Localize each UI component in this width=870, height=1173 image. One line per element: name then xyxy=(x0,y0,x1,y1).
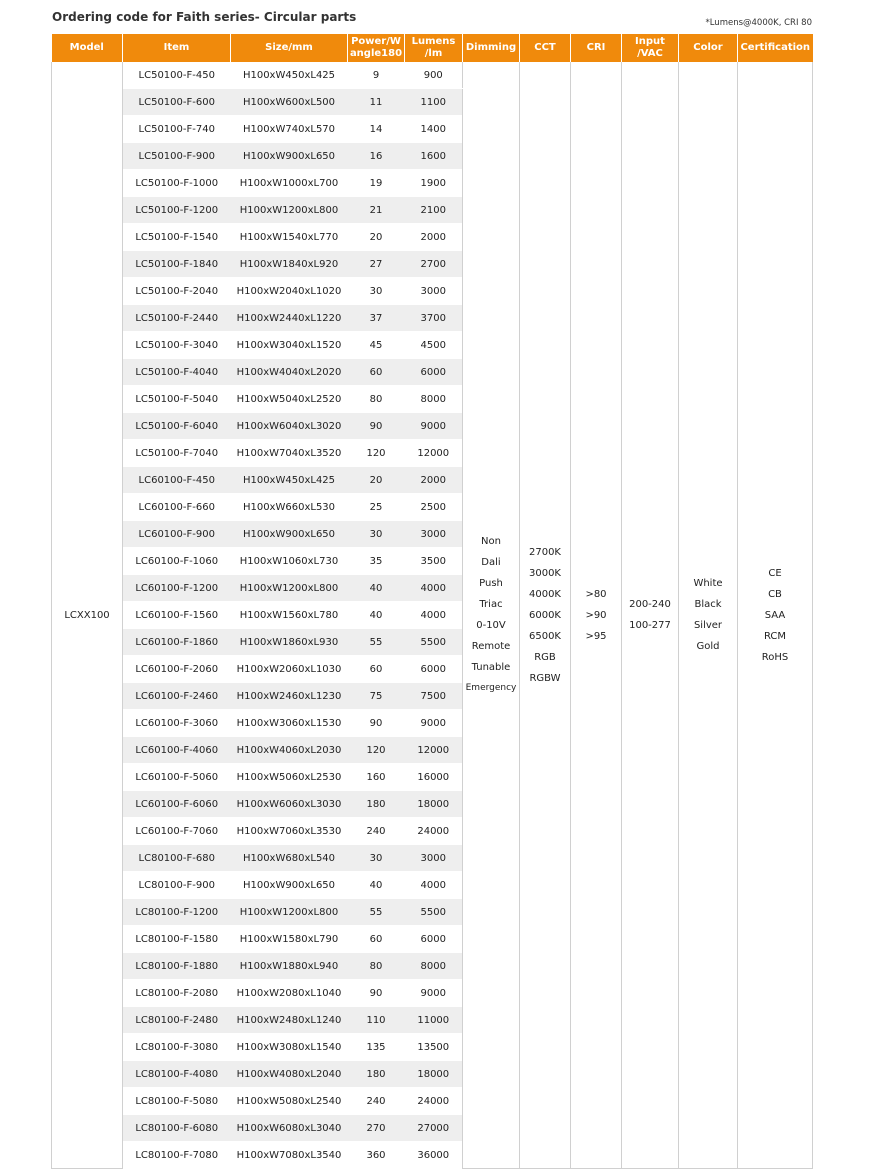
item-cell: LC50100-F-2440 xyxy=(123,305,231,332)
header-cri: CRI xyxy=(571,34,622,62)
power-cell: 30 xyxy=(348,521,405,548)
header-lumens xyxy=(405,34,463,62)
item-cell: LC60100-F-1560 xyxy=(123,602,231,629)
item-cell: LC50100-F-1000 xyxy=(123,170,231,197)
power-cell: 20 xyxy=(348,224,405,251)
size-cell: H100xW5060xL2530 xyxy=(231,764,348,791)
item-cell: LC60100-F-1200 xyxy=(123,575,231,602)
lumens-cell: 5500 xyxy=(405,629,463,656)
power-cell: 135 xyxy=(348,1034,405,1061)
lumens-cell: 8000 xyxy=(405,386,463,413)
size-cell: H100xW4060xL2030 xyxy=(231,737,348,764)
lumens-cell: 4500 xyxy=(405,332,463,359)
size-cell: H100xW1060xL730 xyxy=(231,548,348,575)
cri-cell xyxy=(571,62,622,1169)
size-cell: H100xW3040xL1520 xyxy=(231,332,348,359)
item-cell: LC60100-F-1060 xyxy=(123,548,231,575)
lumens-cell: 36000 xyxy=(405,1142,463,1169)
size-cell: H100xW740xL570 xyxy=(231,116,348,143)
item-cell: LC60100-F-3060 xyxy=(123,710,231,737)
power-cell: 30 xyxy=(348,845,405,872)
cri-cell-value: >80 xyxy=(585,588,607,600)
item-cell: LC50100-F-5040 xyxy=(123,386,231,413)
size-cell: H100xW680xL540 xyxy=(231,845,348,872)
lumens-cell: 27000 xyxy=(405,1115,463,1142)
power-cell: 120 xyxy=(348,440,405,467)
power-cell: 160 xyxy=(348,764,405,791)
size-cell: H100xW900xL650 xyxy=(231,521,348,548)
size-cell: H100xW450xL425 xyxy=(231,62,348,89)
size-cell: H100xW1200xL800 xyxy=(231,575,348,602)
dimming-cell-value: Triac xyxy=(479,599,503,610)
certification-cell xyxy=(738,62,813,1169)
size-cell: H100xW1880xL940 xyxy=(231,953,348,980)
dimming-cell-value: Tunable xyxy=(471,662,511,673)
header-row xyxy=(52,34,813,62)
size-cell: H100xW3080xL1540 xyxy=(231,1034,348,1061)
size-cell: H100xW450xL425 xyxy=(231,467,348,494)
cct-cell-value: 6000K xyxy=(528,609,561,621)
certification-cell-value: CB xyxy=(768,588,782,600)
dimming-cell-value: Push xyxy=(479,578,503,589)
item-cell: LC80100-F-7080 xyxy=(123,1142,231,1169)
lumens-cell: 1900 xyxy=(405,170,463,197)
item-cell: LC60100-F-2060 xyxy=(123,656,231,683)
dimming-cell-value: 0-10V xyxy=(476,620,506,631)
cct-cell xyxy=(520,62,571,1169)
lumens-cell: 11000 xyxy=(405,1007,463,1034)
lumens-cell: 7500 xyxy=(405,683,463,710)
lumens-cell: 24000 xyxy=(405,1088,463,1115)
dimming-cell xyxy=(463,62,520,1169)
input-cell xyxy=(622,62,679,1169)
header-color: Color xyxy=(679,34,738,62)
item-cell: LC60100-F-6060 xyxy=(123,791,231,818)
item-cell: LC60100-F-450 xyxy=(123,467,231,494)
item-cell: LC50100-F-4040 xyxy=(123,359,231,386)
item-cell: LC80100-F-4080 xyxy=(123,1061,231,1088)
header-input-line1: Input xyxy=(635,36,665,47)
header-size: Size/mm xyxy=(231,34,348,62)
cri-cell-value: >95 xyxy=(585,630,607,642)
power-cell: 90 xyxy=(348,710,405,737)
power-cell: 20 xyxy=(348,467,405,494)
model-cell: LCXX100 xyxy=(52,62,123,1169)
lumens-cell: 2000 xyxy=(405,467,463,494)
header-cct: CCT xyxy=(520,34,571,62)
item-cell: LC50100-F-600 xyxy=(123,89,231,116)
cct-cell-value: RGB xyxy=(534,651,556,663)
lumens-cell: 9000 xyxy=(405,710,463,737)
power-cell: 75 xyxy=(348,683,405,710)
item-cell: LC50100-F-900 xyxy=(123,143,231,170)
size-cell: H100xW900xL650 xyxy=(231,143,348,170)
lumens-cell: 8000 xyxy=(405,953,463,980)
power-cell: 11 xyxy=(348,89,405,116)
header-certification: Certification xyxy=(738,34,813,62)
lumens-cell: 2000 xyxy=(405,224,463,251)
certification-cell-value: SAA xyxy=(764,609,786,621)
item-cell: LC60100-F-1860 xyxy=(123,629,231,656)
item-cell: LC60100-F-7060 xyxy=(123,818,231,845)
size-cell: H100xW1540xL770 xyxy=(231,224,348,251)
size-cell: H100xW1580xL790 xyxy=(231,926,348,953)
ordering-code-table xyxy=(51,34,813,1169)
size-cell: H100xW2040xL1020 xyxy=(231,278,348,305)
lumens-cell: 3000 xyxy=(405,278,463,305)
power-cell: 60 xyxy=(348,926,405,953)
lumens-cell: 2500 xyxy=(405,494,463,521)
lumens-cell: 6000 xyxy=(405,656,463,683)
header-power-line2: angle180 xyxy=(349,48,403,59)
item-cell: LC50100-F-1200 xyxy=(123,197,231,224)
header-power xyxy=(348,34,405,62)
lumens-cell: 12000 xyxy=(405,737,463,764)
size-cell: H100xW2080xL1040 xyxy=(231,980,348,1007)
size-cell: H100xW1860xL930 xyxy=(231,629,348,656)
size-cell: H100xW2480xL1240 xyxy=(231,1007,348,1034)
item-cell: LC80100-F-6080 xyxy=(123,1115,231,1142)
item-cell: LC80100-F-3080 xyxy=(123,1034,231,1061)
header-lumens-line1: Lumens xyxy=(411,36,456,47)
table-row xyxy=(52,62,813,89)
header-model: Model xyxy=(52,34,123,62)
power-cell: 180 xyxy=(348,791,405,818)
dimming-cell-value: Emergency xyxy=(465,683,517,693)
cct-cell-value: 4000K xyxy=(528,588,561,600)
cct-cell-value: 6500K xyxy=(528,630,561,642)
size-cell: H100xW4040xL2020 xyxy=(231,359,348,386)
lumens-cell: 6000 xyxy=(405,926,463,953)
power-cell: 40 xyxy=(348,575,405,602)
lumens-cell: 4000 xyxy=(405,602,463,629)
header-lumens-line2: /lm xyxy=(424,48,443,59)
item-cell: LC80100-F-1200 xyxy=(123,899,231,926)
size-cell: H100xW2060xL1030 xyxy=(231,656,348,683)
color-cell-value: Gold xyxy=(696,641,720,652)
item-cell: LC60100-F-900 xyxy=(123,521,231,548)
item-cell: LC50100-F-6040 xyxy=(123,413,231,440)
power-cell: 90 xyxy=(348,980,405,1007)
item-cell: LC60100-F-2460 xyxy=(123,683,231,710)
item-cell: LC60100-F-5060 xyxy=(123,764,231,791)
header-dimming: Dimming xyxy=(463,34,520,62)
certification-cell-value: RoHS xyxy=(761,651,789,663)
certification-cell-value: RCM xyxy=(763,630,787,642)
power-cell: 30 xyxy=(348,278,405,305)
size-cell: H100xW6080xL3040 xyxy=(231,1115,348,1142)
item-cell: LC50100-F-7040 xyxy=(123,440,231,467)
lumens-cell: 18000 xyxy=(405,791,463,818)
lumens-cell: 24000 xyxy=(405,818,463,845)
item-cell: LC50100-F-3040 xyxy=(123,332,231,359)
size-cell: H100xW5040xL2520 xyxy=(231,386,348,413)
table-body xyxy=(52,62,813,1169)
lumens-cell: 3000 xyxy=(405,521,463,548)
header-item: Item xyxy=(123,34,231,62)
dimming-cell-value: Remote xyxy=(471,641,511,652)
item-cell: LC50100-F-1540 xyxy=(123,224,231,251)
lumens-cell: 9000 xyxy=(405,413,463,440)
power-cell: 270 xyxy=(348,1115,405,1142)
dimming-cell-value: Non xyxy=(481,536,501,547)
power-cell: 60 xyxy=(348,656,405,683)
size-cell: H100xW7040xL3520 xyxy=(231,440,348,467)
size-cell: H100xW2440xL1220 xyxy=(231,305,348,332)
lumens-cell: 9000 xyxy=(405,980,463,1007)
item-cell: LC80100-F-900 xyxy=(123,872,231,899)
cri-cell-value: >90 xyxy=(585,609,607,621)
lumens-cell: 12000 xyxy=(405,440,463,467)
power-cell: 40 xyxy=(348,602,405,629)
power-cell: 80 xyxy=(348,953,405,980)
lumens-cell: 1600 xyxy=(405,143,463,170)
power-cell: 110 xyxy=(348,1007,405,1034)
power-cell: 55 xyxy=(348,899,405,926)
power-cell: 40 xyxy=(348,872,405,899)
power-cell: 90 xyxy=(348,413,405,440)
size-cell: H100xW7080xL3540 xyxy=(231,1142,348,1169)
cct-cell-value: 3000K xyxy=(528,567,561,579)
item-cell: LC50100-F-1840 xyxy=(123,251,231,278)
lumens-cell: 6000 xyxy=(405,359,463,386)
power-cell: 360 xyxy=(348,1142,405,1169)
page-title: Ordering code for Faith series- Circular parts xyxy=(52,10,357,24)
power-cell: 240 xyxy=(348,818,405,845)
item-cell: LC80100-F-1880 xyxy=(123,953,231,980)
lumens-cell: 16000 xyxy=(405,764,463,791)
item-cell: LC60100-F-4060 xyxy=(123,737,231,764)
size-cell: H100xW660xL530 xyxy=(231,494,348,521)
item-cell: LC80100-F-2480 xyxy=(123,1007,231,1034)
item-cell: LC50100-F-740 xyxy=(123,116,231,143)
size-cell: H100xW4080xL2040 xyxy=(231,1061,348,1088)
item-cell: LC80100-F-680 xyxy=(123,845,231,872)
lumens-cell: 2700 xyxy=(405,251,463,278)
size-cell: H100xW900xL650 xyxy=(231,872,348,899)
cct-cell-value: 2700K xyxy=(528,546,561,558)
lumens-cell: 5500 xyxy=(405,899,463,926)
input-cell-value: 100-277 xyxy=(629,620,671,631)
power-cell: 9 xyxy=(348,62,405,89)
size-cell: H100xW2460xL1230 xyxy=(231,683,348,710)
size-cell: H100xW600xL500 xyxy=(231,89,348,116)
lumens-cell: 3500 xyxy=(405,548,463,575)
cct-cell-value: RGBW xyxy=(529,672,561,684)
power-cell: 240 xyxy=(348,1088,405,1115)
certification-cell-value: CE xyxy=(768,567,782,579)
color-cell-value: Black xyxy=(694,599,722,610)
lumens-note: *Lumens@4000K, CRI 80 xyxy=(705,18,812,28)
power-cell: 16 xyxy=(348,143,405,170)
size-cell: H100xW6060xL3030 xyxy=(231,791,348,818)
lumens-cell: 13500 xyxy=(405,1034,463,1061)
header-input-line2: /VAC xyxy=(637,48,663,59)
color-cell-value: Silver xyxy=(693,620,723,631)
item-cell: LC80100-F-2080 xyxy=(123,980,231,1007)
size-cell: H100xW1000xL700 xyxy=(231,170,348,197)
header-input xyxy=(622,34,679,62)
item-cell: LC80100-F-5080 xyxy=(123,1088,231,1115)
size-cell: H100xW5080xL2540 xyxy=(231,1088,348,1115)
lumens-cell: 1400 xyxy=(405,116,463,143)
color-cell-value: White xyxy=(693,578,723,589)
power-cell: 37 xyxy=(348,305,405,332)
dimming-cell-value: Dali xyxy=(481,557,501,568)
lumens-cell: 4000 xyxy=(405,872,463,899)
power-cell: 27 xyxy=(348,251,405,278)
size-cell: H100xW3060xL1530 xyxy=(231,710,348,737)
input-cell-value: 200-240 xyxy=(629,599,671,610)
item-cell: LC80100-F-1580 xyxy=(123,926,231,953)
power-cell: 35 xyxy=(348,548,405,575)
power-cell: 14 xyxy=(348,116,405,143)
size-cell: H100xW6040xL3020 xyxy=(231,413,348,440)
lumens-cell: 18000 xyxy=(405,1061,463,1088)
header-power-line1: Power/W xyxy=(351,36,401,47)
lumens-cell: 4000 xyxy=(405,575,463,602)
item-cell: LC60100-F-660 xyxy=(123,494,231,521)
size-cell: H100xW1840xL920 xyxy=(231,251,348,278)
color-cell xyxy=(679,62,738,1169)
power-cell: 180 xyxy=(348,1061,405,1088)
size-cell: H100xW1560xL780 xyxy=(231,602,348,629)
lumens-cell: 3000 xyxy=(405,845,463,872)
power-cell: 120 xyxy=(348,737,405,764)
power-cell: 45 xyxy=(348,332,405,359)
power-cell: 21 xyxy=(348,197,405,224)
power-cell: 25 xyxy=(348,494,405,521)
power-cell: 19 xyxy=(348,170,405,197)
lumens-cell: 1100 xyxy=(405,89,463,116)
lumens-cell: 2100 xyxy=(405,197,463,224)
power-cell: 55 xyxy=(348,629,405,656)
power-cell: 80 xyxy=(348,386,405,413)
size-cell: H100xW1200xL800 xyxy=(231,197,348,224)
item-cell: LC50100-F-2040 xyxy=(123,278,231,305)
power-cell: 60 xyxy=(348,359,405,386)
lumens-cell: 3700 xyxy=(405,305,463,332)
size-cell: H100xW7060xL3530 xyxy=(231,818,348,845)
item-cell: LC50100-F-450 xyxy=(123,62,231,89)
size-cell: H100xW1200xL800 xyxy=(231,899,348,926)
lumens-cell: 900 xyxy=(405,62,463,89)
